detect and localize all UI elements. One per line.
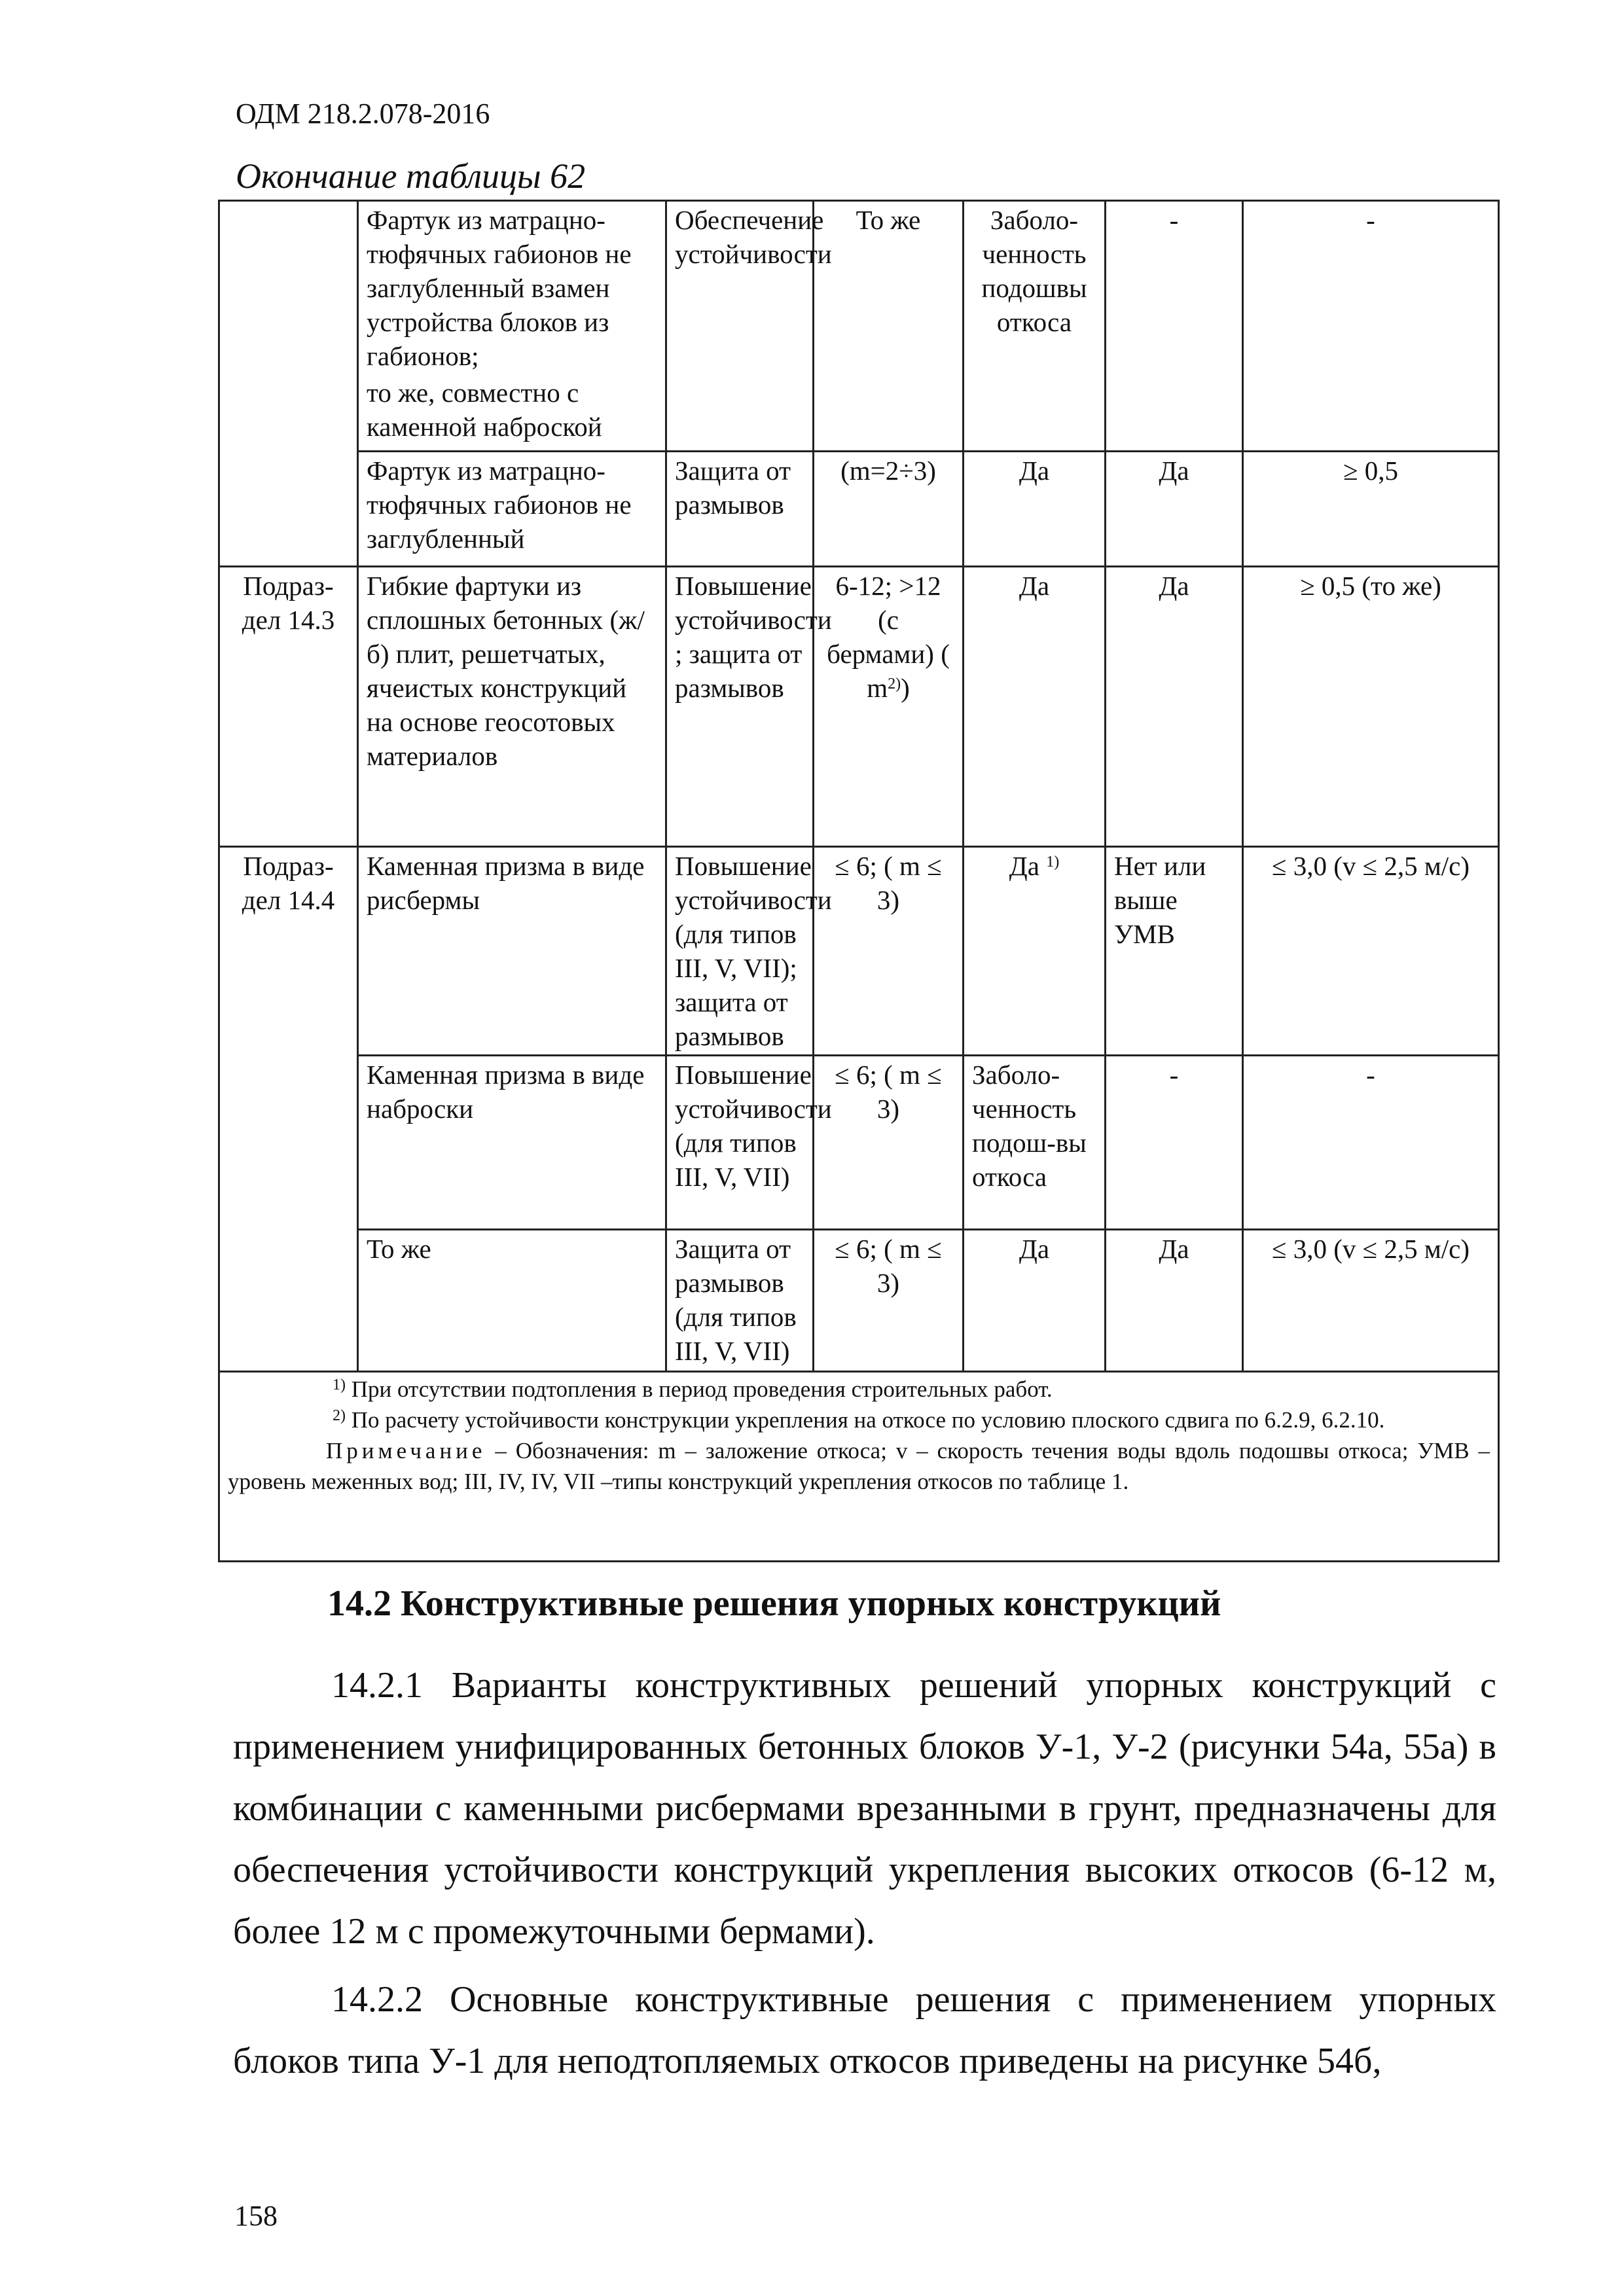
paragraph-14-2-1: 14.2.1 Варианты конструктивных решений упорных конструкций с применением унифицированных бетонных блоков У-1, У-2 (рисунки 54а, 55а) в комбинации с каменными рисбермами врезанными в грунт, предназначены для обеспечения устойчивости конструкций укрепления высоких откосов (6-12 м, более 12 м с промежуточными бермами). bbox=[233, 1665, 1496, 1952]
speed-cell: ≥ 0,5 (то же) bbox=[1243, 567, 1499, 847]
structure-cell: Каменная призма в виде наброски bbox=[358, 1056, 666, 1230]
height-cell: ≤ 6; ( m ≤ 3) bbox=[814, 1230, 964, 1372]
footnote-1: $^{1)}$ При отсутствии подтопления в период проведения строительных работ. bbox=[333, 1376, 1053, 1402]
height-cell: ≤ 6; ( m ≤ 3) bbox=[814, 847, 964, 1056]
height-cell: ≤ 6; ( m ≤ 3) bbox=[814, 1056, 964, 1230]
height-cell: То же bbox=[814, 201, 964, 452]
water-cell: Да bbox=[1106, 452, 1243, 567]
section-cell: Подраз-дел 14.4 bbox=[219, 847, 358, 1372]
purpose-cell: Защита от размывов (для типов III, V, VII) bbox=[666, 1230, 814, 1372]
table-note: Примечание – Обозначения: m – заложение откоса; v – скорость течения воды вдоль подошвы откоса; УМВ – уровень меженных вод; III, IV, IV, VII –типы конструкций укрепления откосов по таблице 1. bbox=[228, 1438, 1490, 1494]
speed-cell: ≤ 3,0 (v ≤ 2,5 м/с) bbox=[1243, 847, 1499, 1056]
water-cell: Нет или выше УМВ bbox=[1106, 847, 1243, 1056]
page-number: 158 bbox=[234, 2200, 278, 2232]
document-code: ОДМ 218.2.078-2016 bbox=[236, 98, 490, 130]
table-notes bbox=[219, 1372, 1499, 1562]
table-notes-row bbox=[219, 1372, 1499, 1562]
flood-cell: Да $^{1)}$ bbox=[964, 847, 1106, 1056]
table-62-continuation bbox=[218, 200, 1500, 1562]
table-row bbox=[219, 1230, 1499, 1372]
table-row bbox=[219, 567, 1499, 847]
structure-cell: Фартук из матрацно-тюфячных габионов не заглубленный bbox=[358, 452, 666, 567]
flood-cell: Да bbox=[964, 567, 1106, 847]
footnote-2: $^{2)}$ По расчету устойчивости конструкции укрепления на откосе по условию плоского сдвига по 6.2.9, 6.2.10. bbox=[333, 1407, 1385, 1433]
table-row bbox=[219, 201, 1499, 452]
table-row bbox=[219, 452, 1499, 567]
body-text bbox=[233, 1655, 1496, 2092]
purpose-cell: Защита от размывов bbox=[666, 452, 814, 567]
speed-cell: - bbox=[1243, 1056, 1499, 1230]
flood-cell: Заболо-ченность подошвы откоса bbox=[964, 201, 1106, 452]
structure-cell: Гибкие фартуки из сплошных бетонных (ж/б) плит, решетчатых, ячеистых конструкций на основе геосотовых материалов bbox=[358, 567, 666, 847]
section-cell bbox=[219, 201, 358, 567]
flood-cell: Да bbox=[964, 1230, 1106, 1372]
paragraph-14-2-2: 14.2.2 Основные конструктивные решения с применением упорных блоков типа У-1 для неподтопляемых откосов приведены на рисунке 54б, bbox=[233, 1979, 1496, 2081]
structure-text: Фартук из матрацно-тюфячных габионов не заглубленный взамен устройства блоков из габионов; bbox=[367, 205, 632, 371]
water-cell: Да bbox=[1106, 567, 1243, 847]
table-caption: Окончание таблицы 62 bbox=[236, 156, 586, 196]
structure-cell: То же bbox=[358, 1230, 666, 1372]
purpose-cell: Повышение устойчивости ; защита от размывов bbox=[666, 567, 814, 847]
structure-cell: Каменная призма в виде рисбермы bbox=[358, 847, 666, 1056]
section-cell: Подраз-дел 14.3 bbox=[219, 567, 358, 847]
height-cell: (m=2÷3) bbox=[814, 452, 964, 567]
purpose-cell: Повышение устойчивости (для типов III, V, VII) bbox=[666, 1056, 814, 1230]
section-heading: 14.2 Конструктивные решения упорных конструкций bbox=[327, 1583, 1221, 1624]
table-row bbox=[219, 847, 1499, 1056]
flood-cell: Да bbox=[964, 452, 1106, 567]
water-cell: - bbox=[1106, 201, 1243, 452]
purpose-cell: Повышение устойчивости (для типов III, V, VII); защита от размывов bbox=[666, 847, 814, 1056]
structure-cell bbox=[358, 201, 666, 452]
speed-cell: - bbox=[1243, 201, 1499, 452]
table-row bbox=[219, 1056, 1499, 1230]
speed-cell: ≤ 3,0 (v ≤ 2,5 м/с) bbox=[1243, 1230, 1499, 1372]
purpose-cell: Обеспечение устойчивости bbox=[666, 201, 814, 452]
water-cell: Да bbox=[1106, 1230, 1243, 1372]
height-cell: 6-12; >12 (с бермами) ( $m^{2)}$) bbox=[814, 567, 964, 847]
flood-cell: Заболо-ченность подош-вы откоса bbox=[964, 1056, 1106, 1230]
speed-cell: ≥ 0,5 bbox=[1243, 452, 1499, 567]
structure-text: то же, совместно с каменной наброской bbox=[367, 378, 602, 442]
water-cell: - bbox=[1106, 1056, 1243, 1230]
